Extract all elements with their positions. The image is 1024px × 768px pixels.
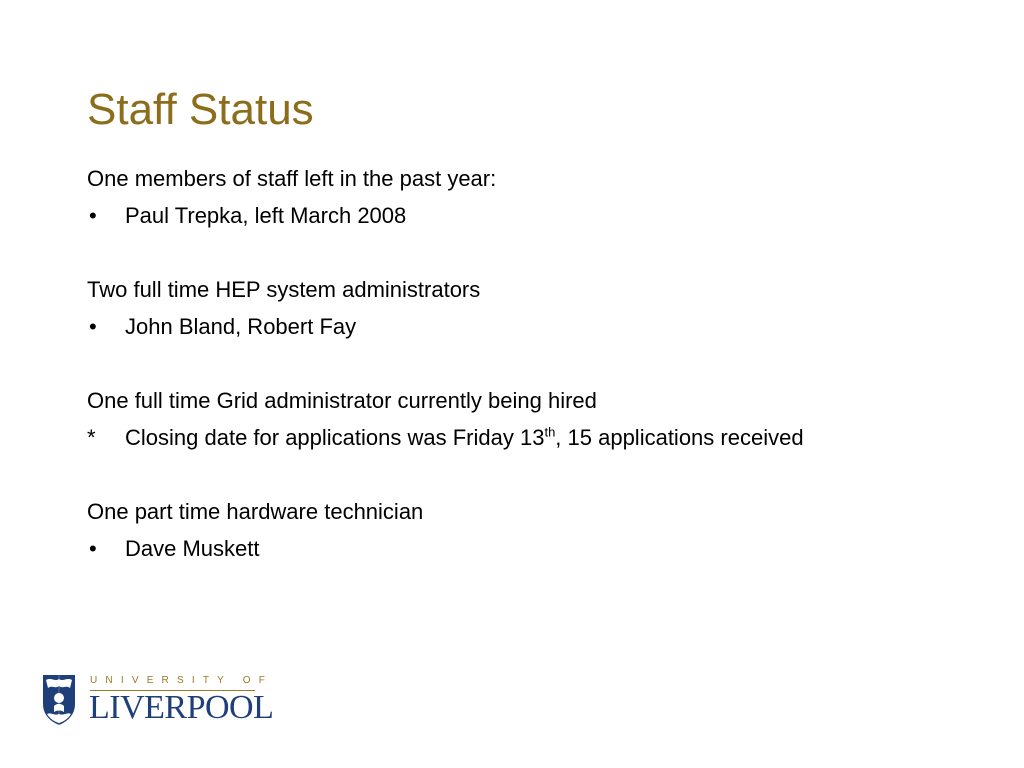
bullet-marker: *	[87, 425, 96, 450]
bullet-marker: •	[89, 203, 97, 228]
section-heading: One part time hardware technician	[87, 499, 424, 524]
section-system-admins	[87, 271, 987, 345]
bullet-text: Dave Muskett	[125, 536, 260, 561]
section-heading: One full time Grid administrator currently being hired	[87, 388, 597, 413]
bullet-text: Paul Trepka, left March 2008	[125, 203, 407, 228]
university-logo	[42, 672, 274, 728]
section-hardware-tech	[87, 493, 987, 567]
slide-title: Staff Status	[87, 85, 314, 134]
bullet-item	[87, 530, 987, 567]
slide-content	[87, 160, 987, 604]
section-staff-left	[87, 160, 987, 234]
logo-university-of: UNIVERSITY OF	[90, 675, 274, 686]
ordinal-suffix: th	[544, 424, 556, 440]
section-heading: One members of staff left in the past year:	[87, 166, 497, 191]
bullet-marker: •	[89, 536, 97, 561]
bullet-item	[87, 197, 987, 234]
section-heading: Two full time HEP system administrators	[87, 277, 481, 302]
liverpool-crest-icon	[42, 674, 76, 726]
bullet-item	[87, 308, 987, 345]
bullet-text: John Bland, Robert Fay	[125, 314, 357, 339]
section-grid-admin	[87, 382, 987, 456]
logo-liverpool: LIVERPOOL	[89, 689, 274, 726]
bullet-item	[87, 419, 987, 456]
bullet-marker: •	[89, 314, 97, 339]
bullet-text-start: Closing date for applications was Friday 13	[125, 425, 545, 450]
bullet-text-end: , 15 applications received	[555, 425, 804, 450]
